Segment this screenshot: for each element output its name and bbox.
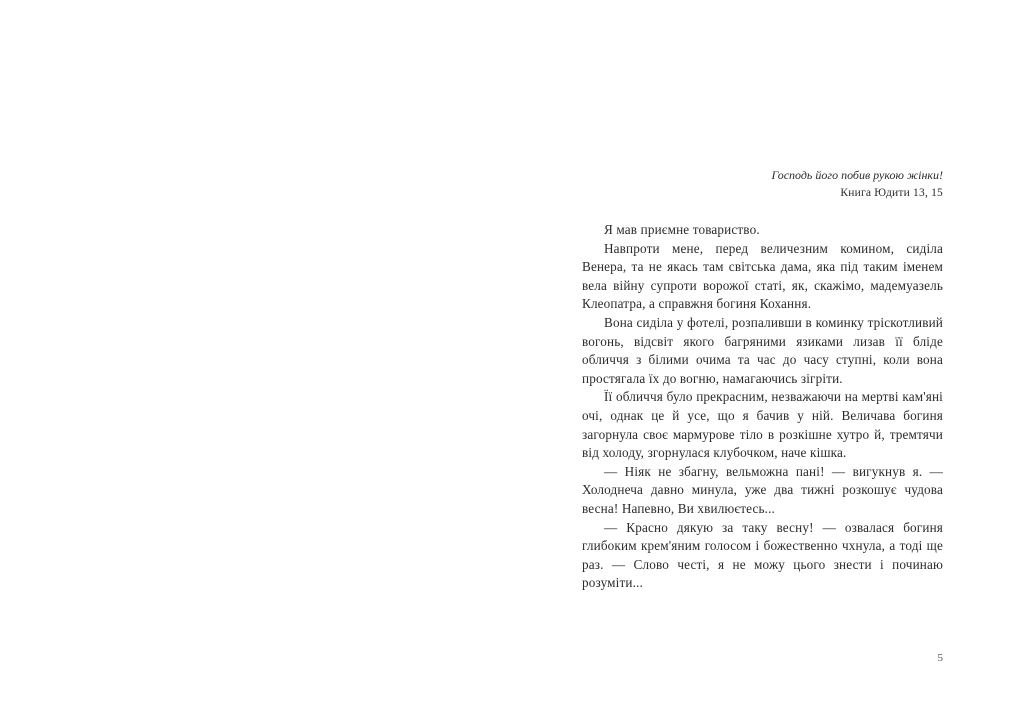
right-page bbox=[512, 0, 1024, 719]
epigraph bbox=[771, 166, 943, 202]
paragraph: — Красно дякую за таку весну! — озвалася богиня глибоким крем'яним голосом і божественно чхнула, а тоді ще раз. — Слово честі, я не можу цього знести і починаю розуміти... bbox=[582, 519, 943, 591]
paragraph: Її обличчя було прекрасним, незважаючи на мертві кам'яні очі, однак це й усе, що я бачив у ній. Величава богиня загорнула своє мармурове тіло в розкішне хутро й, тремтячи від холоду, згорнулася клубочком, наче кішка. bbox=[582, 389, 943, 461]
epigraph-source: Книга Юдити 13, 15 bbox=[840, 187, 943, 199]
page-number: 5 bbox=[937, 652, 943, 664]
paragraph: — Ніяк не збагну, вельможна пані! — вигукнув я. — Холоднеча давно минула, уже два тижні розкошує чудова весна! Напевно, Ви хвилюєтесь... bbox=[582, 463, 943, 516]
body-text bbox=[582, 221, 943, 593]
epigraph-quote: Господь його побив рукою жінки! bbox=[771, 168, 943, 182]
paragraph: Вона сиділа у фотелі, розпаливши в коминку тріскотливий вогонь, відсвіт якого багряними язиками лизав її бліде обличчя з білими очима та час до часу ступні, коли вона простягала їх до вогню, намагаючись зігріти. bbox=[582, 314, 943, 386]
paragraph: Я мав приємне товариство. bbox=[604, 222, 760, 237]
paragraph: Навпроти мене, перед величезним комином, сиділа Венера, та не якась там світська дама, яка під таким іменем вела війну супроти ворожої статі, як, скажімо, мадемуазель Клеопатра, а справжня богиня Кохання. bbox=[582, 240, 943, 312]
